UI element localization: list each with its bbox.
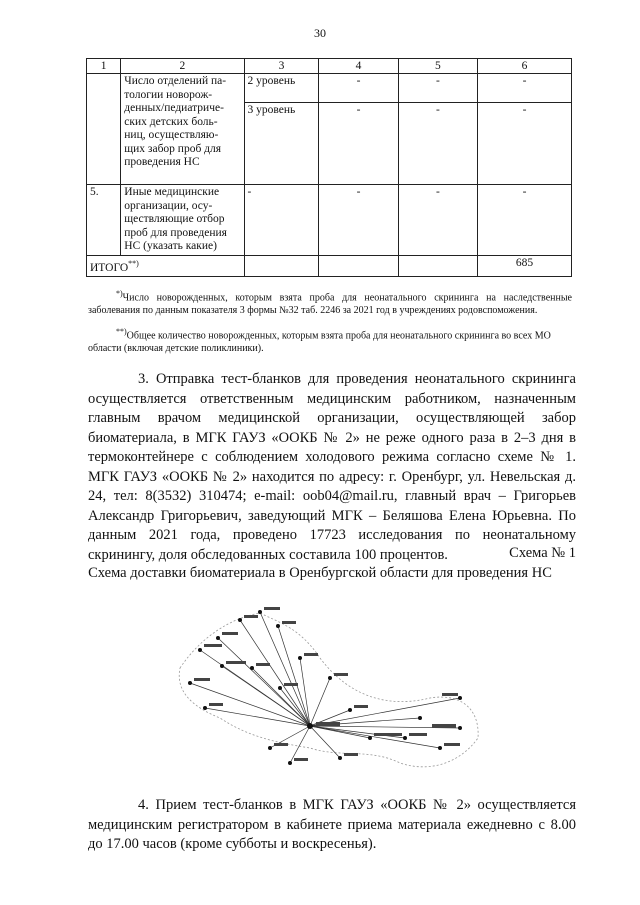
value-cell: - xyxy=(319,74,398,103)
value-cell: - xyxy=(398,185,477,256)
scheme-title: Схема доставки биоматериала в Оренбургской области для проведения НС xyxy=(88,565,552,581)
level-cell: 2 уровень xyxy=(244,74,319,103)
paragraph-3: 3. Отправка тест-бланков для проведения неонатального скрининга осуществляется ответственным медицинским работником, назначенным главным врачом медицинской организации, осуществляющей забор биоматериала, в МГК ГАУЗ «ООКБ № 2» не реже одного раза в 2–3 дня в термоконтейнере с соблюдением холодового режима согласно схеме № 1. МГК ГАУЗ «ООКБ № 2» находится по адресу: г. Оренбург, ул. Невельская д. 24, тел: 8(3532) 310474; e-mail: oob04@mail.ru, главный врач – Григорьев Александр Григорьевич, заведующий МГК – Беляшова Елена Юрьевна. По данным 2021 года, проведено 17723 исследования по неонатальному скринингу, доля обследованных составила 100 процентов. xyxy=(88,371,576,563)
data-table xyxy=(86,58,572,277)
footnote-1-text: Число новорожденных, которым взята проба для неонатального скрининга на наследственные заболевания по данным показателя 3 формы №32 таб. 2246 за 2021 год в учреждениях родовспоможения. xyxy=(88,292,572,317)
label-line: организации, осу- xyxy=(124,199,213,212)
footnote-1-mark: *) xyxy=(116,289,123,298)
table-row xyxy=(87,74,572,103)
value-cell: - xyxy=(398,103,477,185)
value-cell: - xyxy=(398,74,477,103)
footnote-1 xyxy=(88,287,572,317)
header-cell: 2 xyxy=(121,59,244,74)
label-line: ниц, осуществляю- xyxy=(124,129,219,141)
total-value: 685 xyxy=(478,255,572,276)
region-outline xyxy=(179,613,478,767)
header-cell: 6 xyxy=(478,59,572,74)
map-label-marks xyxy=(194,607,460,761)
total-label-cell xyxy=(87,255,245,276)
row-number: 5. xyxy=(87,185,121,256)
total-mark: **) xyxy=(128,258,139,268)
label-line: НС (указать какие) xyxy=(124,240,217,252)
label-line: Иные медицинские xyxy=(124,186,220,198)
label-line: ских детских боль- xyxy=(124,115,218,128)
scheme-number: Схема № 1 xyxy=(509,545,576,561)
value-cell: - xyxy=(478,185,572,256)
label-line: тологии новорож- xyxy=(124,88,213,101)
header-cell: 4 xyxy=(319,59,398,74)
value-cell: - xyxy=(319,103,398,185)
other-orgs-label xyxy=(121,185,244,256)
label-line: щих забор проб для xyxy=(124,142,222,155)
table-cell-empty xyxy=(244,255,319,276)
value-cell: - xyxy=(319,185,398,256)
label-line: проведения НС xyxy=(124,156,200,168)
footnote-2-mark: **) xyxy=(116,327,127,336)
table-total-row xyxy=(87,255,572,276)
table-cell-empty xyxy=(398,255,477,276)
header-cell: 1 xyxy=(87,59,121,74)
paragraph-4: 4. Прием тест-бланков в МГК ГАУЗ «ООКБ № 2» осуществляется медицинским регистратором в кабинете приема материала ежедневно с 8.00 до 17.00 часов (кроме субботы и воскресенья). xyxy=(88,797,576,852)
label-line: Число отделений па- xyxy=(124,75,227,87)
table-cell-empty xyxy=(319,255,398,276)
header-cell: 3 xyxy=(244,59,319,74)
table-row xyxy=(87,185,572,256)
value-cell: - xyxy=(244,185,319,256)
total-label: ИТОГО xyxy=(90,261,129,274)
footnote-2 xyxy=(88,325,572,355)
departments-label xyxy=(121,74,244,185)
table-cell-empty xyxy=(87,74,121,185)
footnote-2-text: Общее количество новорожденных, которым взята проба для неонатального скрининга во всех МО области (включая детские поликлиники). xyxy=(88,330,551,355)
header-cell: 5 xyxy=(398,59,477,74)
page-number: 30 xyxy=(314,26,326,40)
label-line: ществляющие отбор xyxy=(124,213,225,225)
level-cell: 3 уровень xyxy=(244,103,319,185)
table-header-row xyxy=(87,59,572,74)
value-cell: - xyxy=(478,74,572,103)
label-line: проб для проведения xyxy=(124,226,227,239)
delivery-scheme-map xyxy=(160,598,490,788)
label-line: денных/педиатриче- xyxy=(124,102,224,114)
value-cell: - xyxy=(478,103,572,185)
